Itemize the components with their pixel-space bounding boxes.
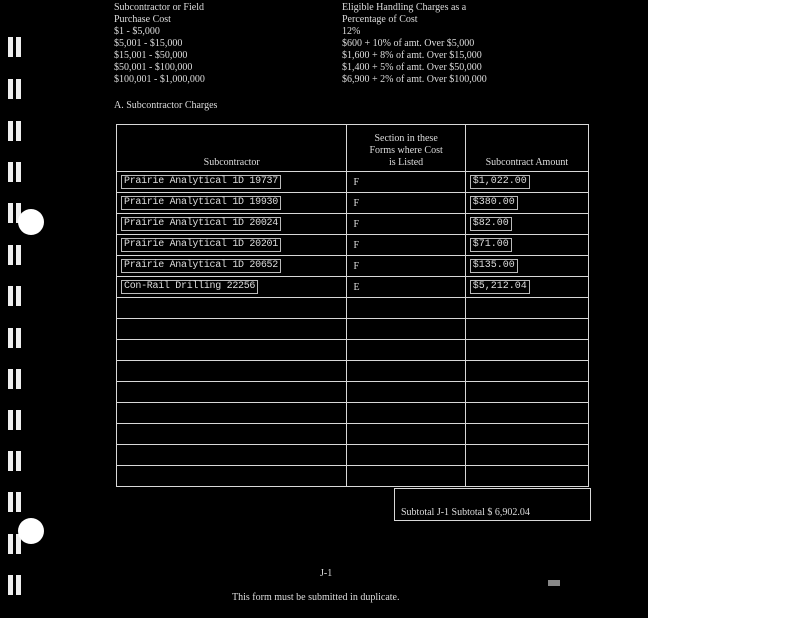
empty-cell	[347, 424, 465, 445]
empty-table-row	[117, 424, 589, 445]
binder-mark	[7, 492, 23, 512]
amount-cell	[465, 172, 588, 193]
amount-value: $135.00	[470, 259, 518, 273]
empty-cell	[347, 382, 465, 403]
charge-heading-1: Eligible Handling Charges as a	[342, 2, 467, 13]
binder-mark	[7, 369, 23, 389]
subcontractor-cell	[117, 235, 347, 256]
empty-cell	[347, 361, 465, 382]
section-cell: E	[347, 277, 465, 298]
binder-mark	[7, 121, 23, 141]
empty-cell	[117, 403, 347, 424]
empty-cell	[117, 466, 347, 487]
rate-range: $1 - $5,000	[114, 26, 160, 37]
header-section	[347, 125, 465, 172]
rate-charge: $1,600 + 8% of amt. Over $15,000	[342, 50, 482, 61]
range-heading-1: Subcontractor or Field	[114, 2, 204, 13]
empty-cell	[117, 298, 347, 319]
amount-value: $71.00	[470, 238, 512, 252]
binder-mark	[7, 575, 23, 595]
amount-value: $82.00	[470, 217, 512, 231]
amount-cell	[465, 277, 588, 298]
empty-table-row	[117, 466, 589, 487]
rate-charge: $6,900 + 2% of amt. Over $100,000	[342, 74, 487, 85]
binder-mark	[7, 451, 23, 471]
header-section-label: Section in these Forms where Cost is Listed	[369, 133, 443, 168]
empty-cell	[117, 361, 347, 382]
empty-cell	[117, 445, 347, 466]
empty-cell	[465, 403, 588, 424]
empty-cell	[117, 319, 347, 340]
amount-value: $1,022.00	[470, 175, 530, 189]
empty-cell	[465, 298, 588, 319]
empty-cell	[347, 403, 465, 424]
section-cell: F	[347, 172, 465, 193]
amount-value: $380.00	[470, 196, 518, 210]
section-cell: F	[347, 214, 465, 235]
empty-cell	[465, 319, 588, 340]
empty-table-row	[117, 403, 589, 424]
empty-cell	[117, 382, 347, 403]
empty-cell	[465, 382, 588, 403]
empty-table-row	[117, 319, 589, 340]
empty-table-row	[117, 445, 589, 466]
empty-cell	[465, 361, 588, 382]
empty-cell	[117, 424, 347, 445]
table-row	[117, 256, 589, 277]
subcontractor-name: Prairie Analytical 1D 20024	[121, 217, 281, 231]
binder-mark	[7, 245, 23, 265]
section-title: A. Subcontractor Charges	[114, 100, 218, 111]
table-row	[117, 172, 589, 193]
empty-cell	[465, 445, 588, 466]
empty-cell	[347, 340, 465, 361]
empty-cell	[347, 445, 465, 466]
empty-cell	[465, 340, 588, 361]
binder-mark	[7, 286, 23, 306]
table-row	[117, 235, 589, 256]
subcontractor-cell	[117, 214, 347, 235]
subcontractor-cell	[117, 193, 347, 214]
punch-hole	[18, 209, 44, 235]
empty-cell	[347, 466, 465, 487]
table-row	[117, 214, 589, 235]
amount-value: $5,212.04	[470, 280, 530, 294]
empty-cell	[465, 424, 588, 445]
subcontractor-cell	[117, 172, 347, 193]
subcontractor-name: Prairie Analytical 1D 19737	[121, 175, 281, 189]
subcontractor-cell	[117, 256, 347, 277]
empty-cell	[347, 319, 465, 340]
table-header-row	[117, 125, 589, 172]
subtotal-box	[394, 488, 591, 521]
binder-mark	[7, 328, 23, 348]
rate-range: $100,001 - $1,000,000	[114, 74, 205, 85]
empty-cell	[347, 298, 465, 319]
empty-table-row	[117, 382, 589, 403]
amount-cell	[465, 235, 588, 256]
empty-table-row	[117, 298, 589, 319]
rate-charge: 12%	[342, 26, 361, 37]
subcontractor-table	[116, 124, 589, 487]
subcontractor-name: Prairie Analytical 1D 20201	[121, 238, 281, 252]
rate-charge: $1,400 + 5% of amt. Over $50,000	[342, 62, 482, 73]
section-cell: F	[347, 256, 465, 277]
subcontractor-name: Prairie Analytical 1D 19930	[121, 196, 281, 210]
amount-cell	[465, 193, 588, 214]
binder-mark	[7, 79, 23, 99]
binder-mark	[7, 410, 23, 430]
rate-charge: $600 + 10% of amt. Over $5,000	[342, 38, 475, 49]
rate-range: $50,001 - $100,000	[114, 62, 193, 73]
header-amount: Subcontract Amount	[465, 125, 588, 172]
amount-cell	[465, 214, 588, 235]
table-row	[117, 193, 589, 214]
subtotal-text: Subtotal J-1 Subtotal $ 6,902.04	[401, 507, 530, 518]
binder-mark	[7, 37, 23, 57]
rate-range: $15,001 - $50,000	[114, 50, 188, 61]
subcontractor-name: Con-Rail Drilling 22256	[121, 280, 258, 294]
amount-cell	[465, 256, 588, 277]
rate-range: $5,001 - $15,000	[114, 38, 183, 49]
section-cell: F	[347, 193, 465, 214]
table-row	[117, 277, 589, 298]
page-number: J-1	[320, 568, 333, 579]
scan-stamp	[548, 580, 560, 586]
header-subcontractor: Subcontractor	[117, 125, 347, 172]
punch-hole	[18, 518, 44, 544]
range-heading-2: Purchase Cost	[114, 14, 171, 25]
section-cell: F	[347, 235, 465, 256]
footer-note: This form must be submitted in duplicate.	[232, 592, 400, 603]
table-body	[117, 172, 589, 487]
empty-table-row	[117, 361, 589, 382]
subcontractor-name: Prairie Analytical 1D 20652	[121, 259, 281, 273]
empty-table-row	[117, 340, 589, 361]
empty-cell	[465, 466, 588, 487]
charge-heading-2: Percentage of Cost	[342, 14, 418, 25]
empty-cell	[117, 340, 347, 361]
binder-mark	[7, 162, 23, 182]
subcontractor-cell	[117, 277, 347, 298]
